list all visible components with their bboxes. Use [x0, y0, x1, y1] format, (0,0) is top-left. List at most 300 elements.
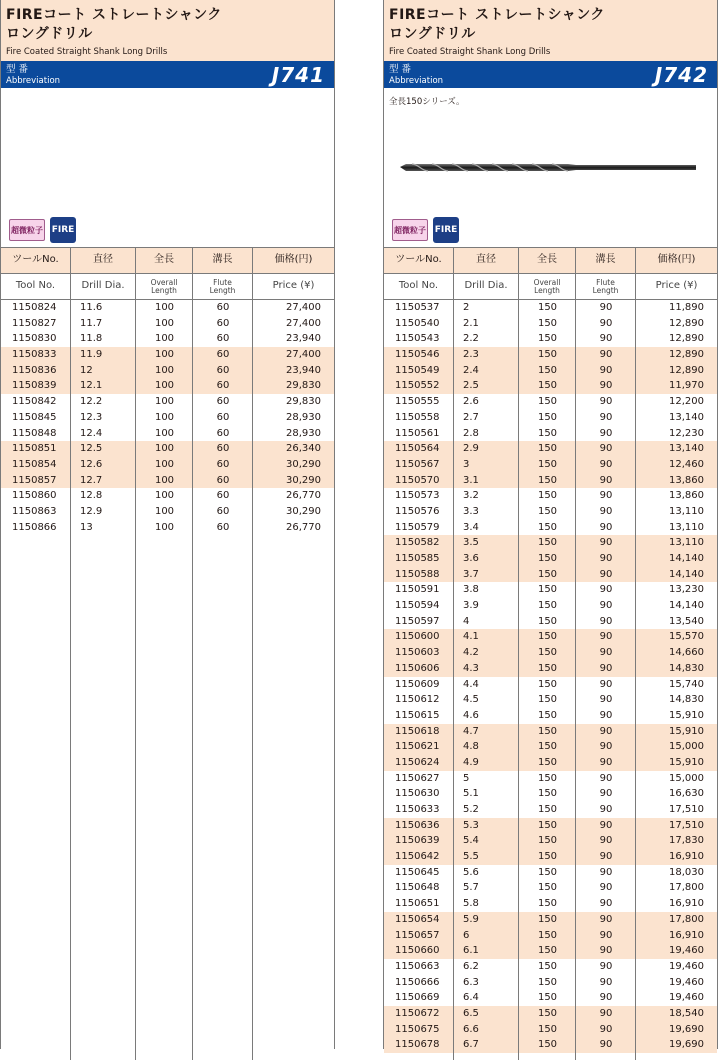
price-cell: 16,910: [669, 851, 704, 863]
price-cell: 13,140: [669, 443, 704, 455]
drill-dia-cell: 5.4: [463, 835, 479, 847]
flute-length-cell: 60: [216, 317, 230, 329]
table-row: [1, 426, 334, 442]
flute-length-cell: 60: [216, 396, 230, 408]
price-cell: 15,910: [669, 725, 704, 737]
flute-length-cell: 60: [216, 474, 230, 486]
column-header-jp: ツールNo.: [1, 248, 71, 273]
fire-coating-icon: FIRE: [433, 217, 459, 243]
table-row: [384, 614, 717, 630]
drill-dia-cell: 4.6: [463, 709, 479, 721]
overall-length-cell: 150: [537, 929, 558, 941]
flute-length-cell: 90: [599, 709, 613, 721]
column-header-en: Price (¥): [272, 280, 315, 291]
tool-no-cell: 1150546: [395, 349, 440, 361]
flute-length-cell: 90: [599, 364, 613, 376]
flute-length-cell: 60: [216, 458, 230, 470]
overall-length-cell: 150: [537, 302, 558, 313]
drill-dia-cell: 6.6: [463, 1023, 479, 1035]
drill-dia-cell: 3.8: [463, 584, 479, 596]
drill-dia-cell: 5.5: [463, 851, 479, 863]
column-header-jp: 価格(円): [274, 254, 313, 265]
overall-length-cell: 150: [537, 709, 558, 721]
overall-length-cell: 150: [537, 380, 558, 392]
column-divider: [453, 300, 454, 1060]
drill-dia-cell: 5.3: [463, 819, 479, 831]
overall-length-cell: 150: [537, 505, 558, 517]
table-row: [384, 598, 717, 614]
flute-length-cell: 60: [216, 302, 230, 313]
flute-length-cell: 90: [599, 600, 613, 612]
price-cell: 12,890: [669, 364, 704, 376]
drill-dia-cell: 11.7: [80, 317, 103, 329]
flute-length-cell: 90: [599, 615, 613, 627]
tool-no-cell: 1150627: [395, 772, 440, 784]
table-row: [384, 378, 717, 394]
flute-length-cell: 60: [216, 411, 230, 423]
drill-dia-cell: 3.2: [463, 490, 479, 502]
flute-length-cell: 60: [216, 427, 230, 439]
tool-no-cell: 1150642: [395, 851, 440, 863]
column-divider: [135, 300, 136, 1060]
table-row: [384, 912, 717, 928]
tool-no-cell: 1150630: [395, 788, 440, 800]
tool-no-cell: 1150606: [395, 662, 440, 674]
tool-no-cell: 1150552: [395, 380, 440, 392]
overall-length-cell: 100: [154, 505, 175, 517]
table-row: [384, 504, 717, 520]
drill-dia-cell: 5.7: [463, 882, 479, 894]
tool-no-cell: 1150648: [395, 882, 440, 894]
price-cell: 13,110: [669, 505, 704, 517]
table-row: [384, 316, 717, 332]
price-cell: 30,290: [286, 505, 321, 517]
overall-length-cell: 100: [154, 380, 175, 392]
overall-length-cell: 150: [537, 474, 558, 486]
price-cell: 23,940: [286, 333, 321, 345]
price-cell: 27,400: [286, 302, 321, 313]
table-row: [384, 802, 717, 818]
drill-dia-cell: 6: [463, 929, 470, 941]
title-block: [1, 0, 334, 61]
product-title-jp: FIREコート ストレートシャンク ロングドリル: [6, 7, 222, 42]
drill-dia-cell: 5.9: [463, 913, 479, 925]
column-header-en: Drill Dia.: [454, 274, 519, 299]
overall-length-cell: 150: [537, 804, 558, 815]
price-cell: 26,770: [286, 490, 321, 502]
drill-dia-cell: 5.1: [463, 788, 479, 800]
tool-no-cell: 1150570: [395, 474, 440, 486]
flute-length-cell: 90: [599, 929, 613, 941]
drill-dia-cell: 2.7: [463, 411, 479, 423]
overall-length-cell: 150: [537, 772, 558, 784]
tool-no-cell: 1150675: [395, 1023, 440, 1035]
table-row: [384, 818, 717, 834]
price-cell: 15,910: [669, 756, 704, 768]
overall-length-cell: 150: [537, 678, 558, 690]
column-header-jp: 全長: [136, 248, 193, 273]
drill-dia-cell: 11.6: [80, 302, 103, 313]
table-row: [1, 300, 334, 316]
table-row: [1, 331, 334, 347]
overall-length-cell: 150: [537, 458, 558, 470]
price-cell: 12,230: [669, 427, 704, 439]
tool-no-cell: 1150588: [395, 568, 440, 580]
table-row: [1, 488, 334, 504]
overall-length-cell: 150: [537, 662, 558, 674]
overall-length-cell: 150: [537, 427, 558, 439]
flute-length-cell: 90: [599, 804, 613, 815]
drill-dia-cell: 4.8: [463, 741, 479, 753]
table-row: [384, 959, 717, 975]
table-row: [384, 943, 717, 959]
overall-length-cell: 100: [154, 443, 175, 455]
table-row: [384, 692, 717, 708]
price-cell: 16,910: [669, 898, 704, 910]
flute-length-cell: 90: [599, 725, 613, 737]
drill-dia-cell: 12.8: [80, 490, 103, 502]
price-cell: 14,830: [669, 694, 704, 706]
price-cell: 18,030: [669, 866, 704, 878]
column-header-en: Price (¥): [655, 280, 698, 291]
price-cell: 17,800: [669, 882, 704, 894]
price-cell: 15,570: [669, 631, 704, 643]
drill-dia-cell: 4.5: [463, 694, 479, 706]
table-row: [384, 724, 717, 740]
price-cell: 18,540: [669, 1007, 704, 1019]
flute-length-cell: 90: [599, 537, 613, 549]
tool-no-cell: 1150537: [395, 302, 440, 313]
drill-dia-cell: 2.8: [463, 427, 479, 439]
overall-length-cell: 150: [537, 443, 558, 455]
drill-dia-cell: 6.2: [463, 960, 479, 972]
flute-length-cell: 90: [599, 678, 613, 690]
price-cell: 19,460: [669, 976, 704, 988]
price-cell: 15,000: [669, 741, 704, 753]
price-cell: 13,230: [669, 584, 704, 596]
flute-length-cell: 90: [599, 788, 613, 800]
overall-length-cell: 150: [537, 913, 558, 925]
flute-length-cell: 90: [599, 427, 613, 439]
j741-panel: [0, 0, 335, 1049]
price-cell: 11,970: [669, 380, 704, 392]
table-row: [1, 347, 334, 363]
abbreviation-bar: [384, 61, 717, 88]
drill-dia-cell: 4.3: [463, 662, 479, 674]
tool-no-cell: 1150636: [395, 819, 440, 831]
column-divider: [575, 300, 576, 1060]
table-row: [1, 316, 334, 332]
tool-no-cell: 1150833: [12, 349, 57, 361]
overall-length-cell: 100: [154, 364, 175, 376]
price-cell: 30,290: [286, 458, 321, 470]
column-divider: [518, 300, 519, 1060]
drill-dia-cell: 11.8: [80, 333, 103, 345]
flute-length-cell: 60: [216, 521, 230, 533]
flute-length-cell: 90: [599, 631, 613, 643]
column-header-jp: 直径: [454, 248, 519, 273]
price-cell: 27,400: [286, 349, 321, 361]
overall-length-cell: 150: [537, 788, 558, 800]
column-header-en: Overall Length: [519, 274, 576, 299]
drill-dia-cell: 3.6: [463, 553, 479, 564]
table-row: [1, 441, 334, 457]
drill-dia-cell: 12.9: [80, 505, 103, 517]
flute-length-cell: 90: [599, 443, 613, 455]
price-cell: 19,460: [669, 960, 704, 972]
overall-length-cell: 150: [537, 866, 558, 878]
flute-length-cell: 90: [599, 1039, 613, 1051]
table-row: [384, 582, 717, 598]
tool-no-cell: 1150857: [12, 474, 57, 486]
flute-length-cell: 60: [216, 364, 230, 376]
price-cell: 14,660: [669, 647, 704, 659]
drill-dia-cell: 5.6: [463, 866, 479, 878]
tool-no-cell: 1150564: [395, 443, 440, 455]
overall-length-cell: 150: [537, 553, 558, 564]
flute-length-cell: 90: [599, 1007, 613, 1019]
price-cell: 30,290: [286, 474, 321, 486]
overall-length-cell: 150: [537, 600, 558, 612]
flute-length-cell: 90: [599, 992, 613, 1004]
overall-length-cell: 150: [537, 898, 558, 910]
header-row-en: [384, 274, 717, 300]
price-cell: 12,460: [669, 458, 704, 470]
flute-length-cell: 90: [599, 333, 613, 345]
overall-length-cell: 150: [537, 882, 558, 894]
product-code: J742: [654, 63, 708, 87]
flute-length-cell: 90: [599, 1023, 613, 1035]
tool-no-cell: 1150585: [395, 553, 440, 564]
product-code: J741: [271, 63, 325, 87]
table-row: [384, 488, 717, 504]
flute-length-cell: 90: [599, 317, 613, 329]
table-row: [384, 331, 717, 347]
overall-length-cell: 150: [537, 647, 558, 659]
drill-dia-cell: 5.8: [463, 898, 479, 910]
drill-dia-cell: 12.6: [80, 458, 103, 470]
header-row-jp: [1, 248, 334, 274]
drill-dia-cell: 12: [80, 364, 93, 376]
drill-dia-cell: 12.5: [80, 443, 103, 455]
drill-dia-cell: 4.2: [463, 647, 479, 659]
overall-length-cell: 100: [154, 458, 175, 470]
price-cell: 14,140: [669, 553, 704, 564]
overall-length-cell: 100: [154, 521, 175, 533]
price-cell: 17,510: [669, 804, 704, 815]
column-header-en: Flute Length: [576, 274, 636, 299]
tool-no-cell: 1150624: [395, 756, 440, 768]
tool-no-cell: 1150618: [395, 725, 440, 737]
flute-length-cell: 90: [599, 505, 613, 517]
drill-dia-cell: 11.9: [80, 349, 103, 361]
table-row: [384, 1006, 717, 1022]
price-cell: 19,690: [669, 1023, 704, 1035]
drill-dia-cell: 6.7: [463, 1039, 479, 1051]
drill-dia-cell: 2.1: [463, 317, 479, 329]
abbreviation-label-en: Abbreviation: [6, 76, 61, 86]
tool-no-cell: 1150540: [395, 317, 440, 329]
flute-length-cell: 90: [599, 302, 613, 313]
table-row: [384, 786, 717, 802]
price-cell: 14,140: [669, 600, 704, 612]
table-row: [384, 551, 717, 567]
price-cell: 13,860: [669, 474, 704, 486]
price-cell: 16,910: [669, 929, 704, 941]
tool-no-cell: 1150597: [395, 615, 440, 627]
price-cell: 28,930: [286, 411, 321, 423]
table-row: [384, 347, 717, 363]
tool-no-cell: 1150669: [395, 992, 440, 1004]
abbreviation-bar: [1, 61, 334, 88]
flute-length-cell: 90: [599, 866, 613, 878]
abbreviation-label-en: Abbreviation: [389, 76, 444, 86]
table-row: [384, 410, 717, 426]
flute-length-cell: 90: [599, 772, 613, 784]
overall-length-cell: 150: [537, 411, 558, 423]
price-cell: 13,110: [669, 537, 704, 549]
table-row: [1, 378, 334, 394]
flute-length-cell: 60: [216, 505, 230, 517]
table-row: [384, 849, 717, 865]
tool-no-cell: 1150573: [395, 490, 440, 502]
drill-dia-cell: 5.2: [463, 804, 479, 815]
table-row: [1, 473, 334, 489]
column-header-en: Flute Length: [193, 274, 253, 299]
flute-length-cell: 90: [599, 882, 613, 894]
drill-dia-cell: 2.5: [463, 380, 479, 392]
price-cell: 12,890: [669, 349, 704, 361]
table-row: [384, 990, 717, 1006]
price-cell: 15,740: [669, 678, 704, 690]
flute-length-cell: 90: [599, 898, 613, 910]
price-cell: 13,110: [669, 521, 704, 533]
table-row: [1, 457, 334, 473]
tool-no-cell: 1150860: [12, 490, 57, 502]
drill-dia-cell: 4.7: [463, 725, 479, 737]
price-cell: 28,930: [286, 427, 321, 439]
title-block: [384, 0, 717, 61]
overall-length-cell: 150: [537, 851, 558, 863]
tool-no-cell: 1150600: [395, 631, 440, 643]
flute-length-cell: 90: [599, 396, 613, 408]
drill-dia-cell: 6.5: [463, 1007, 479, 1019]
drill-dia-cell: 2.6: [463, 396, 479, 408]
table-row: [384, 661, 717, 677]
overall-length-cell: 100: [154, 317, 175, 329]
drill-dia-cell: 3: [463, 458, 470, 470]
tool-no-cell: 1150663: [395, 960, 440, 972]
tool-no-cell: 1150633: [395, 804, 440, 815]
table-row: [384, 771, 717, 787]
overall-length-cell: 150: [537, 568, 558, 580]
overall-length-cell: 100: [154, 427, 175, 439]
overall-length-cell: 150: [537, 333, 558, 345]
overall-length-cell: 150: [537, 1023, 558, 1035]
drill-dia-cell: 2: [463, 302, 470, 313]
overall-length-cell: 150: [537, 521, 558, 533]
tool-no-cell: 1150657: [395, 929, 440, 941]
flute-length-cell: 90: [599, 756, 613, 768]
price-cell: 17,800: [669, 913, 704, 925]
table-row: [384, 677, 717, 693]
table-row: [384, 880, 717, 896]
price-cell: 19,460: [669, 945, 704, 957]
price-cell: 14,140: [669, 568, 704, 580]
price-cell: 16,630: [669, 788, 704, 800]
overall-length-cell: 100: [154, 349, 175, 361]
flute-length-cell: 90: [599, 584, 613, 596]
table-row: [384, 520, 717, 536]
drill-dia-cell: 12.4: [80, 427, 103, 439]
flute-length-cell: 90: [599, 349, 613, 361]
table-row: [384, 394, 717, 410]
flute-length-cell: 90: [599, 568, 613, 580]
column-header-jp: 直径: [71, 248, 136, 273]
tool-no-cell: 1150645: [395, 866, 440, 878]
overall-length-cell: 100: [154, 411, 175, 423]
overall-length-cell: 150: [537, 756, 558, 768]
overall-length-cell: 100: [154, 302, 175, 313]
overall-length-cell: 150: [537, 349, 558, 361]
tool-no-cell: 1150558: [395, 411, 440, 423]
column-header-jp: 溝長: [193, 248, 253, 273]
table-row: [384, 928, 717, 944]
tool-no-cell: 1150851: [12, 443, 57, 455]
tool-no-cell: 1150651: [395, 898, 440, 910]
overall-length-cell: 150: [537, 584, 558, 596]
overall-length-cell: 100: [154, 333, 175, 345]
tool-no-cell: 1150678: [395, 1039, 440, 1051]
table-row: [384, 300, 717, 316]
drill-dia-cell: 3.9: [463, 600, 479, 612]
tool-no-cell: 1150603: [395, 647, 440, 659]
flute-length-cell: 90: [599, 835, 613, 847]
tool-no-cell: 1150582: [395, 537, 440, 549]
price-cell: 19,690: [669, 1039, 704, 1051]
overall-length-cell: 150: [537, 364, 558, 376]
price-cell: 17,830: [669, 835, 704, 847]
overall-length-cell: 150: [537, 1039, 558, 1051]
overall-length-cell: 150: [537, 490, 558, 502]
drill-dia-cell: 13: [80, 521, 93, 533]
price-cell: 29,830: [286, 380, 321, 392]
table-row: [384, 457, 717, 473]
overall-length-cell: 100: [154, 490, 175, 502]
drill-dia-cell: 3.1: [463, 474, 479, 486]
overall-length-cell: 150: [537, 741, 558, 753]
price-cell: 15,000: [669, 772, 704, 784]
table-row: [384, 708, 717, 724]
drill-dia-cell: 12.2: [80, 396, 103, 408]
flute-length-cell: 60: [216, 443, 230, 455]
table-row: [1, 520, 334, 536]
table-row: [384, 865, 717, 881]
drill-dia-cell: 12.7: [80, 474, 103, 486]
tool-no-cell: 1150830: [12, 333, 57, 345]
fire-coating-icon: FIRE: [50, 217, 76, 243]
column-header-en: Tool No.: [384, 274, 454, 299]
flute-length-cell: 60: [216, 349, 230, 361]
drill-dia-cell: 2.9: [463, 443, 479, 455]
flute-length-cell: 90: [599, 474, 613, 486]
tool-no-cell: 1150842: [12, 396, 57, 408]
table-row: [1, 504, 334, 520]
drill-dia-cell: 6.4: [463, 992, 479, 1004]
drill-dia-cell: 4.9: [463, 756, 479, 768]
drill-dia-cell: 4.4: [463, 678, 479, 690]
flute-length-cell: 90: [599, 411, 613, 423]
